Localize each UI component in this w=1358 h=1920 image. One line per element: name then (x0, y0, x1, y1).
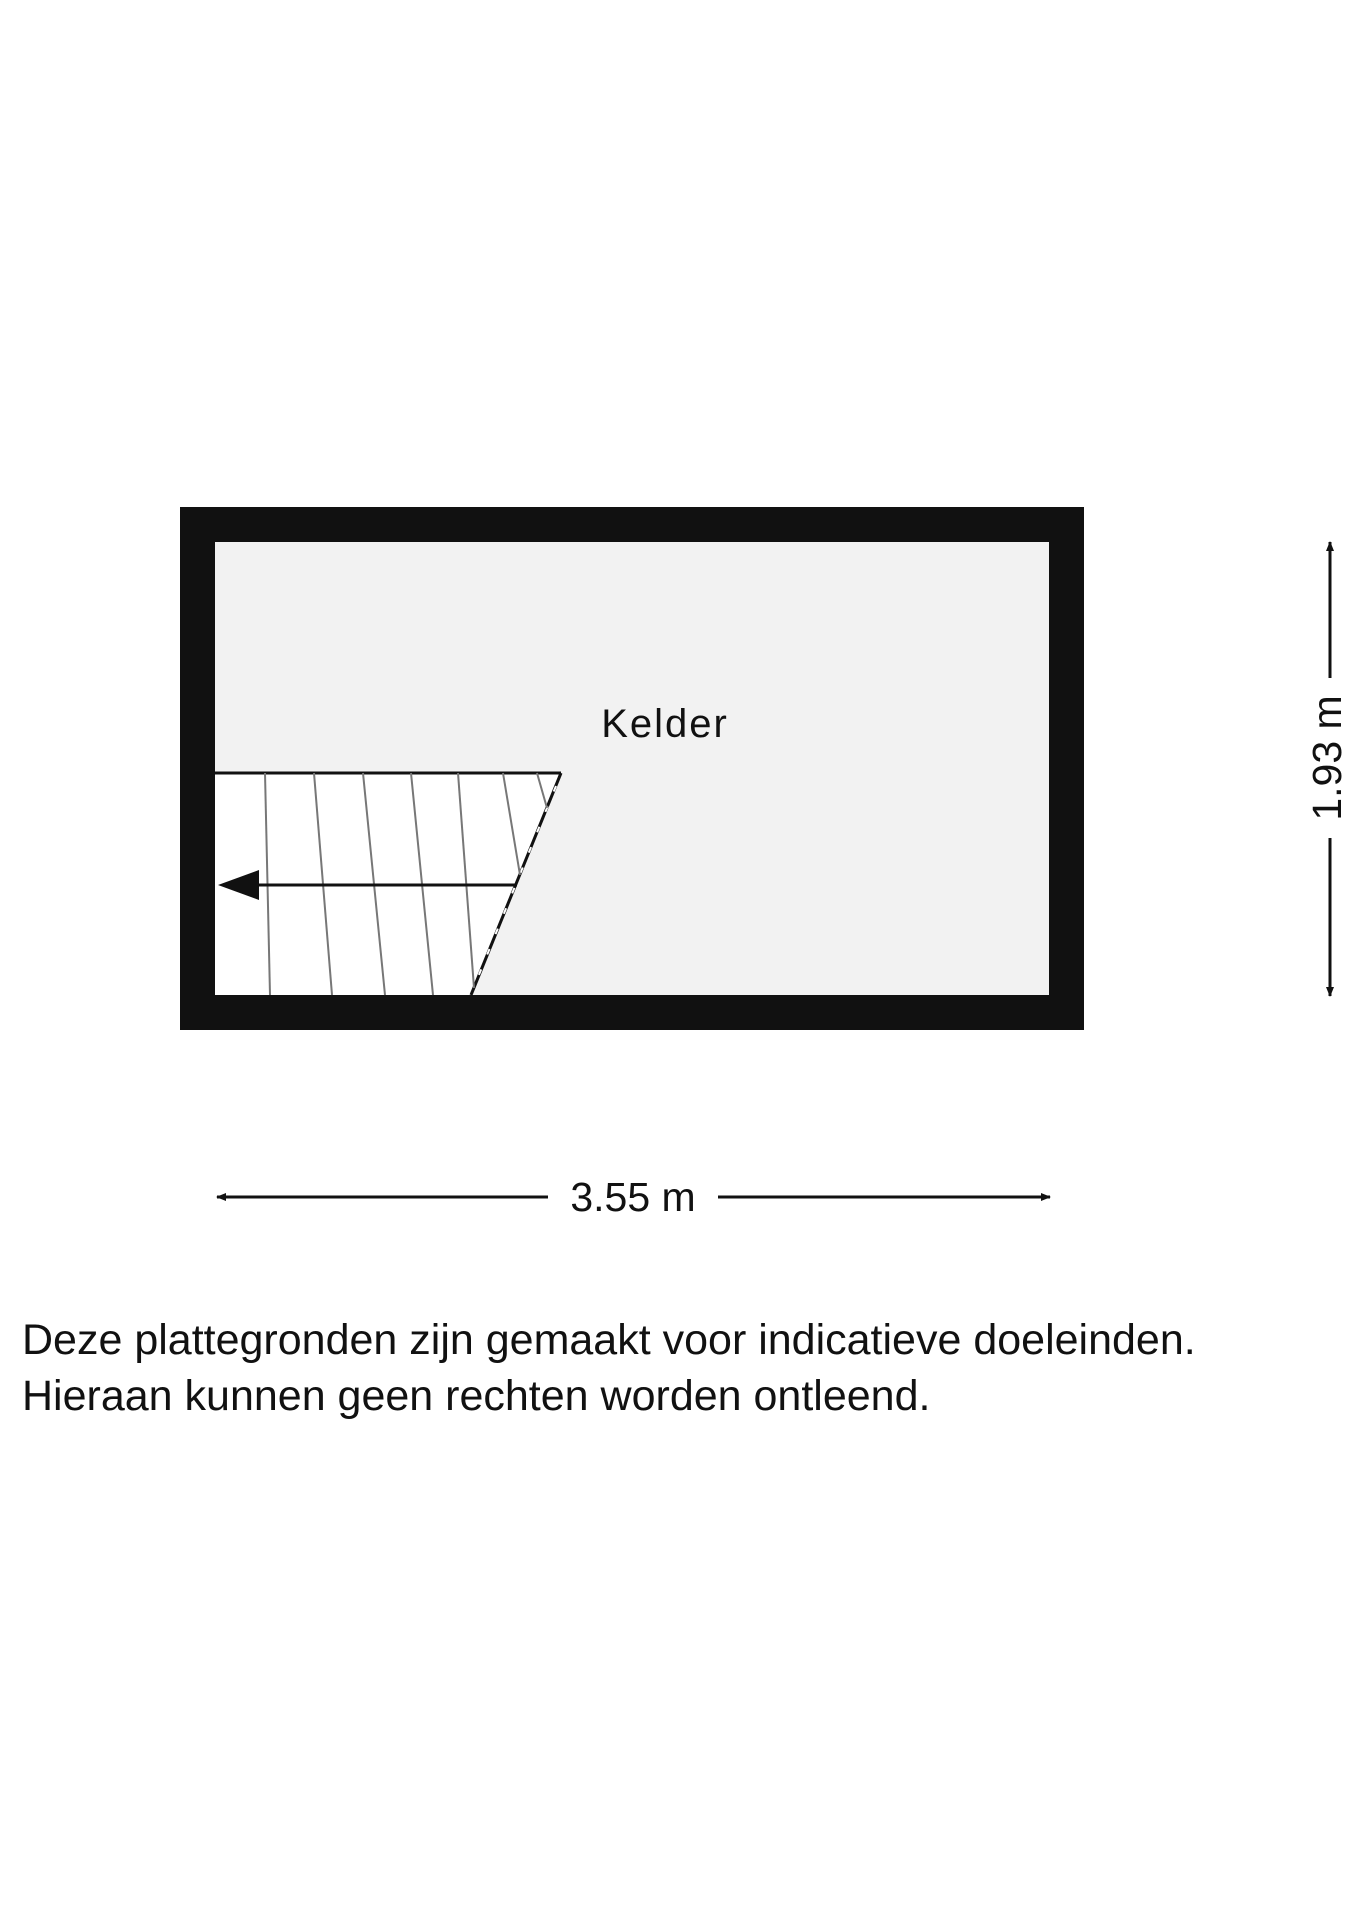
width-dimension-label: 3.55 m (570, 1174, 696, 1220)
depth-dimension-label: 1.93 m (1303, 695, 1350, 821)
disclaimer-line-2: Hieraan kunnen geen rechten worden ontleend. (22, 1372, 931, 1420)
disclaimer-line-1: Deze plattegronden zijn gemaakt voor indicatieve doeleinden. (22, 1316, 1196, 1364)
disclaimer (22, 1312, 1342, 1424)
width-dimension (217, 1174, 1050, 1220)
room-label: Kelder (601, 702, 729, 746)
depth-dimension (1304, 542, 1350, 996)
